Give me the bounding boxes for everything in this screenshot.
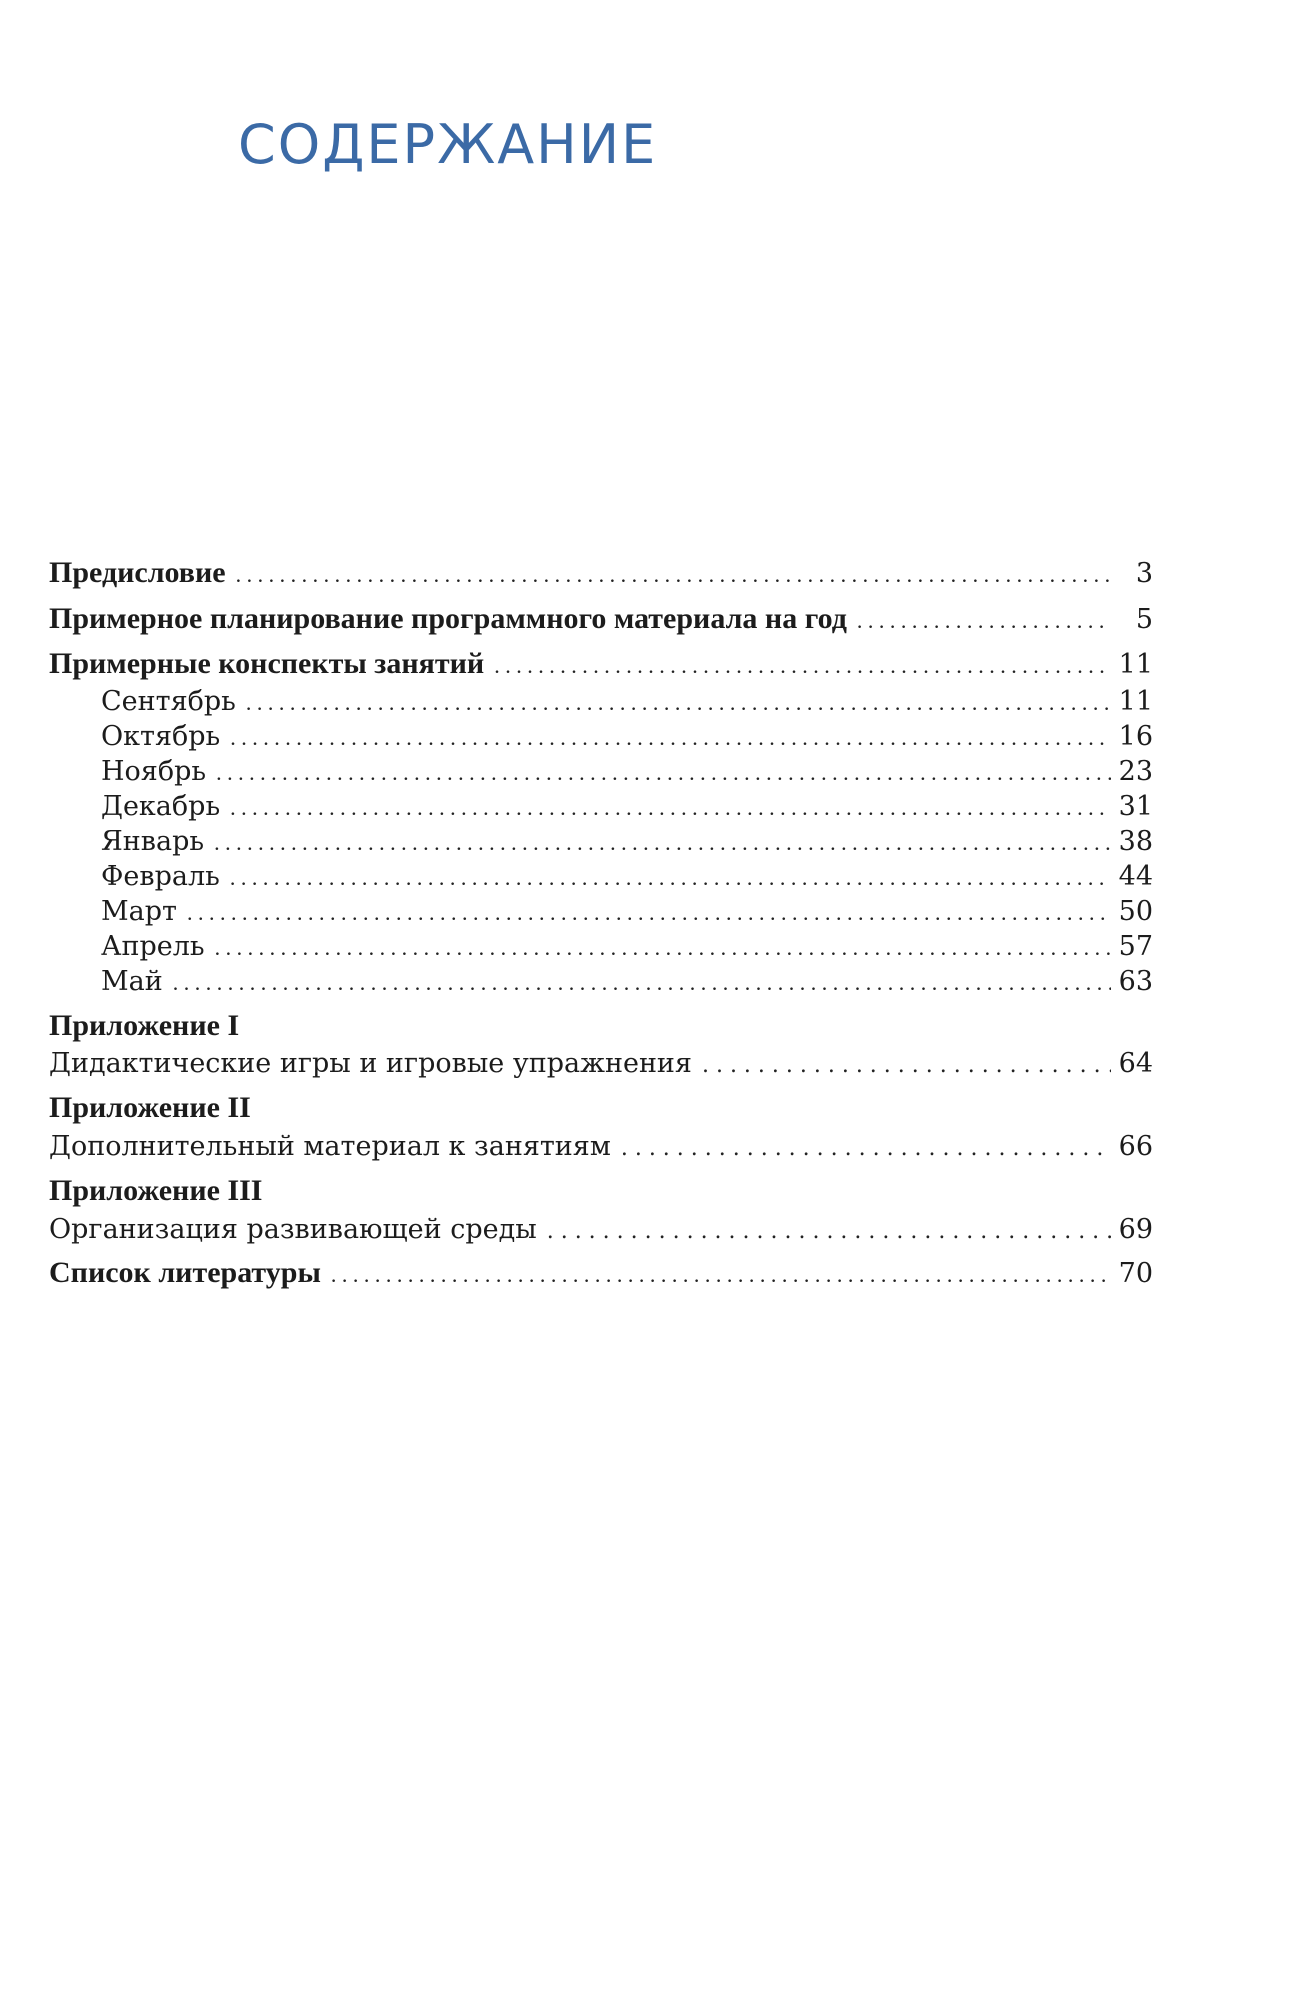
toc-page-number: 69 — [1118, 1213, 1153, 1245]
toc-page-number: 23 — [1118, 755, 1153, 787]
dot-leader — [621, 1136, 1111, 1161]
toc-entry-label: Предисловие — [49, 556, 226, 589]
toc-entry-label: Приложение III — [49, 1174, 263, 1208]
toc-entry-label: Март — [101, 895, 177, 927]
toc-entry-label: Декабрь — [101, 790, 221, 822]
toc-page-number: 70 — [1118, 1257, 1153, 1289]
toc-entry-december[interactable] — [49, 791, 1153, 822]
toc-entry-label: Сентябрь — [101, 685, 236, 717]
toc-page-number: 11 — [1118, 685, 1153, 717]
dot-leader — [215, 935, 1111, 960]
table-of-contents — [49, 556, 1153, 1290]
dot-leader — [214, 830, 1111, 855]
toc-entry-didactic-games[interactable] — [49, 1048, 1153, 1079]
dot-leader — [230, 725, 1111, 750]
toc-appendix-2-heading — [49, 1091, 1153, 1126]
toc-entry-november[interactable] — [49, 756, 1153, 787]
toc-entry-planning[interactable] — [49, 602, 1153, 637]
toc-page-number: 3 — [1135, 558, 1153, 589]
dot-leader — [702, 1053, 1111, 1078]
toc-page-number: 66 — [1118, 1130, 1153, 1162]
toc-entry-label: Примерные конспекты занятий — [49, 647, 485, 680]
dot-leader — [216, 760, 1111, 785]
toc-page-number: 63 — [1118, 965, 1153, 997]
toc-page-number: 31 — [1118, 790, 1153, 822]
toc-entry-march[interactable] — [49, 896, 1153, 927]
toc-entry-label: Примерное планирование программного материала на год — [49, 601, 847, 635]
dot-leader — [246, 690, 1111, 715]
toc-entry-developing-environment[interactable] — [49, 1214, 1153, 1245]
toc-entry-april[interactable] — [49, 931, 1153, 962]
dot-leader — [494, 653, 1111, 678]
toc-page-number: 16 — [1118, 720, 1153, 752]
dot-leader — [230, 865, 1111, 890]
dot-leader — [230, 795, 1111, 820]
toc-entry-label: Январь — [101, 825, 205, 857]
toc-entry-label: Апрель — [101, 930, 205, 962]
toc-entry-label: Май — [101, 965, 163, 997]
dot-leader — [236, 562, 1111, 587]
toc-entry-label: Приложение I — [49, 1008, 240, 1042]
toc-entry-preface[interactable] — [49, 556, 1153, 591]
toc-page-number: 5 — [1135, 603, 1153, 635]
dot-leader — [173, 970, 1111, 995]
toc-page-number: 38 — [1118, 825, 1153, 857]
toc-entry-october[interactable] — [49, 721, 1153, 752]
toc-page-number: 57 — [1118, 930, 1153, 962]
toc-entry-bibliography[interactable] — [49, 1256, 1153, 1291]
toc-entry-additional-material[interactable] — [49, 1131, 1153, 1162]
dot-leader — [857, 608, 1111, 633]
dot-leader — [331, 1262, 1111, 1287]
toc-entry-label: Дидактические игры и игровые упражнения — [49, 1048, 692, 1080]
toc-page-number: 50 — [1118, 895, 1153, 927]
dot-leader — [187, 900, 1111, 925]
page-title: СОДЕРЖАНИЕ — [238, 113, 658, 176]
toc-entry-lesson-notes[interactable] — [49, 647, 1153, 682]
toc-entry-september[interactable] — [49, 686, 1153, 717]
toc-page-number: 11 — [1118, 649, 1153, 680]
toc-entry-label: Ноябрь — [101, 755, 207, 787]
toc-entry-february[interactable] — [49, 861, 1153, 892]
toc-appendix-1-heading — [49, 1009, 1153, 1044]
toc-appendix-3-heading — [49, 1174, 1153, 1209]
toc-page-number: 64 — [1118, 1048, 1153, 1080]
toc-entry-label: Список литературы — [49, 1255, 321, 1289]
toc-entry-label: Дополнительный материал к занятиям — [49, 1130, 611, 1162]
dot-leader — [547, 1219, 1111, 1244]
toc-page-number: 44 — [1118, 860, 1153, 892]
toc-entry-label: Приложение II — [49, 1091, 251, 1125]
toc-entry-january[interactable] — [49, 826, 1153, 857]
toc-entry-label: Октябрь — [101, 720, 221, 752]
toc-entry-may[interactable] — [49, 966, 1153, 997]
toc-entry-label: Февраль — [101, 860, 220, 892]
toc-entry-label: Организация развивающей среды — [49, 1213, 537, 1245]
